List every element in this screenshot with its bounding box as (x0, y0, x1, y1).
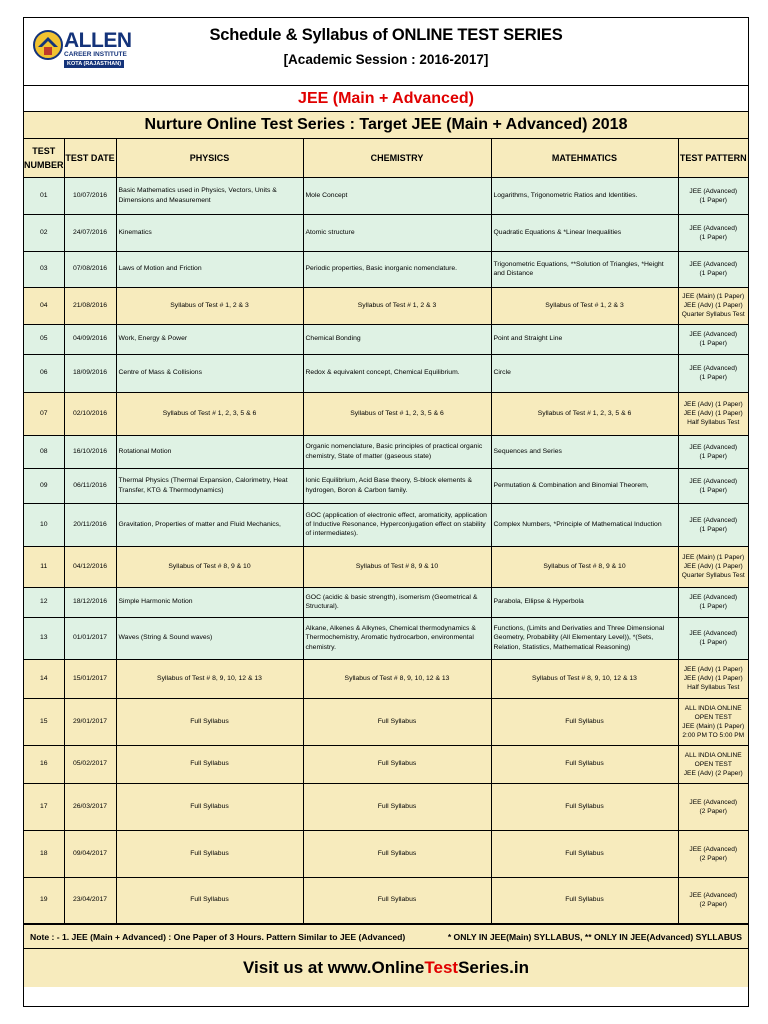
cell-test-number: 13 (24, 617, 64, 659)
schedule-body (24, 177, 748, 923)
cell-test-date: 05/02/2017 (64, 745, 116, 783)
note-bar (24, 924, 748, 949)
website-footer (24, 949, 748, 987)
table-row (24, 354, 748, 392)
cell-physics: Full Syllabus (116, 877, 303, 923)
cell-test-number: 17 (24, 783, 64, 830)
table-row (24, 392, 748, 435)
table-row (24, 783, 748, 830)
cell-pattern: JEE (Advanced) (1 Paper) (678, 214, 748, 251)
cell-maths: Quadratic Equations & *Linear Inequalities (491, 214, 678, 251)
table-row (24, 251, 748, 287)
cell-chemistry: Ionic Equilibrium, Acid Base theory, S-block elements & hydrogen, Boron & Carbon family. (303, 468, 491, 503)
col-header-maths: MATEHMATICS (491, 139, 678, 177)
cell-chemistry: Mole Concept (303, 177, 491, 214)
cell-maths: Trigonometric Equations, **Solution of Triangles, *Height and Distance (491, 251, 678, 287)
cell-maths: Syllabus of Test # 1, 2 & 3 (491, 287, 678, 324)
cell-chemistry: Full Syllabus (303, 830, 491, 877)
cell-test-date: 18/09/2016 (64, 354, 116, 392)
cell-maths: Syllabus of Test # 1, 2, 3, 5 & 6 (491, 392, 678, 435)
cell-maths: Sequences and Series (491, 435, 678, 468)
note-right: * ONLY IN JEE(Main) SYLLABUS, ** ONLY IN JEE(Advanced) SYLLABUS (447, 931, 742, 942)
cell-maths: Logarithms, Trigonometric Ratios and Identities. (491, 177, 678, 214)
cell-test-number: 08 (24, 435, 64, 468)
cell-chemistry: Syllabus of Test # 8, 9, 10, 12 & 13 (303, 659, 491, 698)
cell-chemistry: Atomic structure (303, 214, 491, 251)
cell-pattern: JEE (Main) (1 Paper) JEE (Adv) (1 Paper) Quarter Syllabus Test (678, 287, 748, 324)
footer-prefix: Visit us at www.Online (243, 957, 425, 977)
cell-test-date: 09/04/2017 (64, 830, 116, 877)
table-row (24, 617, 748, 659)
cell-pattern: JEE (Advanced) (2 Paper) (678, 877, 748, 923)
document-header (24, 18, 748, 86)
logo-subtitle: CAREER INSTITUTE (64, 51, 127, 58)
cell-test-date: 29/01/2017 (64, 698, 116, 745)
cell-test-number: 14 (24, 659, 64, 698)
schedule-table (24, 139, 748, 924)
cell-test-date: 23/04/2017 (64, 877, 116, 923)
table-row (24, 830, 748, 877)
cell-physics: Kinematics (116, 214, 303, 251)
cell-pattern: JEE (Adv) (1 Paper) JEE (Adv) (1 Paper) Half Syllabus Test (678, 659, 748, 698)
cell-chemistry: Full Syllabus (303, 783, 491, 830)
cell-chemistry: Periodic properties, Basic inorganic nomenclature. (303, 251, 491, 287)
cell-maths: Syllabus of Test # 8, 9 & 10 (491, 546, 678, 587)
col-header-test-date: TEST DATE (64, 139, 116, 177)
cell-test-date: 18/12/2016 (64, 587, 116, 617)
cell-physics: Syllabus of Test # 8, 9, 10, 12 & 13 (116, 659, 303, 698)
table-row (24, 324, 748, 354)
cell-test-number: 02 (24, 214, 64, 251)
cell-maths: Syllabus of Test # 8, 9, 10, 12 & 13 (491, 659, 678, 698)
table-row (24, 877, 748, 923)
exam-heading: JEE (Main + Advanced) (24, 86, 748, 112)
cell-test-number: 09 (24, 468, 64, 503)
cell-test-date: 06/11/2016 (64, 468, 116, 503)
cell-test-number: 07 (24, 392, 64, 435)
cell-test-date: 04/12/2016 (64, 546, 116, 587)
cell-test-number: 19 (24, 877, 64, 923)
footer-suffix: Series.in (458, 957, 529, 977)
cell-test-number: 16 (24, 745, 64, 783)
col-header-test-number: TEST NUMBER (24, 139, 64, 177)
cell-test-date: 04/09/2016 (64, 324, 116, 354)
cell-physics: Simple Harmonic Motion (116, 587, 303, 617)
cell-test-date: 02/10/2016 (64, 392, 116, 435)
cell-pattern: JEE (Adv) (1 Paper) JEE (Adv) (1 Paper) Half Syllabus Test (678, 392, 748, 435)
cell-physics: Work, Energy & Power (116, 324, 303, 354)
cell-maths: Parabola, Ellipse & Hyperbola (491, 587, 678, 617)
cell-physics: Basic Mathematics used in Physics, Vectors, Units & Dimensions and Measurement (116, 177, 303, 214)
cell-pattern: ALL INDIA ONLINE OPEN TEST JEE (Adv) (2 Paper) (678, 745, 748, 783)
cell-chemistry: Syllabus of Test # 1, 2 & 3 (303, 287, 491, 324)
cell-maths: Complex Numbers, *Principle of Mathematical Induction (491, 503, 678, 546)
cell-pattern: JEE (Advanced) (1 Paper) (678, 468, 748, 503)
cell-pattern: JEE (Advanced) (1 Paper) (678, 177, 748, 214)
cell-test-number: 03 (24, 251, 64, 287)
cell-physics: Full Syllabus (116, 783, 303, 830)
cell-test-number: 12 (24, 587, 64, 617)
cell-physics: Full Syllabus (116, 698, 303, 745)
cell-test-number: 15 (24, 698, 64, 745)
cell-chemistry: Full Syllabus (303, 877, 491, 923)
cell-pattern: JEE (Main) (1 Paper) JEE (Adv) (1 Paper) Quarter Syllabus Test (678, 546, 748, 587)
cell-physics: Syllabus of Test # 8, 9 & 10 (116, 546, 303, 587)
cell-pattern: JEE (Advanced) (1 Paper) (678, 503, 748, 546)
cell-pattern: JEE (Advanced) (2 Paper) (678, 783, 748, 830)
cell-test-number: 05 (24, 324, 64, 354)
cell-chemistry: GOC (application of electronic effect, aromaticity, application of Inductive Resonance, Hyperconjugation effect on stability of intermediates). (303, 503, 491, 546)
series-heading: Nurture Online Test Series : Target JEE (Main + Advanced) 2018 (24, 112, 748, 139)
table-row (24, 468, 748, 503)
cell-pattern: JEE (Advanced) (1 Paper) (678, 324, 748, 354)
cell-chemistry: GOC (acidic & basic strength), isomerism (Geometrical & Structural). (303, 587, 491, 617)
col-header-pattern: TEST PATTERN (678, 139, 748, 177)
col-header-physics: PHYSICS (116, 139, 303, 177)
cell-test-date: 01/01/2017 (64, 617, 116, 659)
cell-chemistry: Full Syllabus (303, 745, 491, 783)
table-row (24, 659, 748, 698)
cell-chemistry: Chemical Bonding (303, 324, 491, 354)
cell-chemistry: Syllabus of Test # 1, 2, 3, 5 & 6 (303, 392, 491, 435)
cell-maths: Full Syllabus (491, 745, 678, 783)
cell-maths: Point and Straight Line (491, 324, 678, 354)
table-row (24, 435, 748, 468)
cell-physics: Syllabus of Test # 1, 2, 3, 5 & 6 (116, 392, 303, 435)
footer-highlight: Test (424, 957, 459, 977)
cell-physics: Rotational Motion (116, 435, 303, 468)
cell-maths: Permutation & Combination and Binomial Theorem, (491, 468, 678, 503)
col-header-chemistry: CHEMISTRY (303, 139, 491, 177)
cell-test-number: 18 (24, 830, 64, 877)
cell-test-date: 07/08/2016 (64, 251, 116, 287)
note-left: Note : - 1. JEE (Main + Advanced) : One Paper of 3 Hours. Pattern Similar to JEE (Advanced) (30, 931, 406, 942)
cell-maths: Full Syllabus (491, 877, 678, 923)
table-row (24, 546, 748, 587)
cell-test-date: 24/07/2016 (64, 214, 116, 251)
cell-pattern: JEE (Advanced) (1 Paper) (678, 435, 748, 468)
cell-test-date: 20/11/2016 (64, 503, 116, 546)
cell-maths: Circle (491, 354, 678, 392)
table-row (24, 287, 748, 324)
table-row (24, 214, 748, 251)
cell-test-date: 15/01/2017 (64, 659, 116, 698)
academic-session: [Academic Session : 2016-2017] (283, 52, 489, 67)
logo-city: KOTA (RAJASTHAN) (64, 60, 124, 68)
cell-physics: Thermal Physics (Thermal Expansion, Calorimetry, Heat Transfer, KTG & Thermodynamics) (116, 468, 303, 503)
cell-pattern: JEE (Advanced) (2 Paper) (678, 830, 748, 877)
cell-test-number: 10 (24, 503, 64, 546)
cell-test-number: 06 (24, 354, 64, 392)
cell-test-number: 01 (24, 177, 64, 214)
cell-maths: Full Syllabus (491, 698, 678, 745)
cell-test-date: 21/08/2016 (64, 287, 116, 324)
cell-pattern: JEE (Advanced) (1 Paper) (678, 354, 748, 392)
cell-test-number: 11 (24, 546, 64, 587)
cell-physics: Waves (String & Sound waves) (116, 617, 303, 659)
cell-chemistry: Organic nomenclature, Basic principles of practical organic chemistry, State of matter (gaseous state) (303, 435, 491, 468)
cell-maths: Full Syllabus (491, 783, 678, 830)
cell-test-number: 04 (24, 287, 64, 324)
cell-pattern: JEE (Advanced) (1 Paper) (678, 587, 748, 617)
table-row (24, 503, 748, 546)
table-header-row (24, 139, 748, 177)
cell-pattern: JEE (Advanced) (1 Paper) (678, 251, 748, 287)
table-row (24, 745, 748, 783)
cell-test-date: 16/10/2016 (64, 435, 116, 468)
cell-physics: Gravitation, Properties of matter and Fluid Mechanics, (116, 503, 303, 546)
cell-test-date: 10/07/2016 (64, 177, 116, 214)
cell-physics: Centre of Mass & Collisions (116, 354, 303, 392)
page-title: Schedule & Syllabus of ONLINE TEST SERIES (209, 26, 563, 44)
cell-pattern: ALL INDIA ONLINE OPEN TEST JEE (Main) (1 Paper) 2:00 PM TO 5:00 PM (678, 698, 748, 745)
cell-chemistry: Full Syllabus (303, 698, 491, 745)
cell-pattern: JEE (Advanced) (1 Paper) (678, 617, 748, 659)
table-row (24, 177, 748, 214)
cell-chemistry: Syllabus of Test # 8, 9 & 10 (303, 546, 491, 587)
table-row (24, 698, 748, 745)
cell-maths: Functions, (Limits and Derivaties and Three Dimensional Geometry, Probability (All Elementary Level)), *(Sets, Relation, Statistics, Mathematical Reasoning) (491, 617, 678, 659)
cell-test-date: 26/03/2017 (64, 783, 116, 830)
cell-physics: Full Syllabus (116, 830, 303, 877)
logo-wordmark: ALLEN (64, 29, 132, 52)
cell-maths: Full Syllabus (491, 830, 678, 877)
cell-physics: Full Syllabus (116, 745, 303, 783)
cell-chemistry: Redox & equivalent concept, Chemical Equilibrium. (303, 354, 491, 392)
table-row (24, 587, 748, 617)
cell-physics: Syllabus of Test # 1, 2 & 3 (116, 287, 303, 324)
cell-chemistry: Alkane, Alkenes & Alkynes, Chemical thermodynamics & Thermochemistry, Aromatic hydrocarbon, environmental chemistry. (303, 617, 491, 659)
cell-physics: Laws of Motion and Friction (116, 251, 303, 287)
schedule-sheet (23, 17, 749, 1007)
